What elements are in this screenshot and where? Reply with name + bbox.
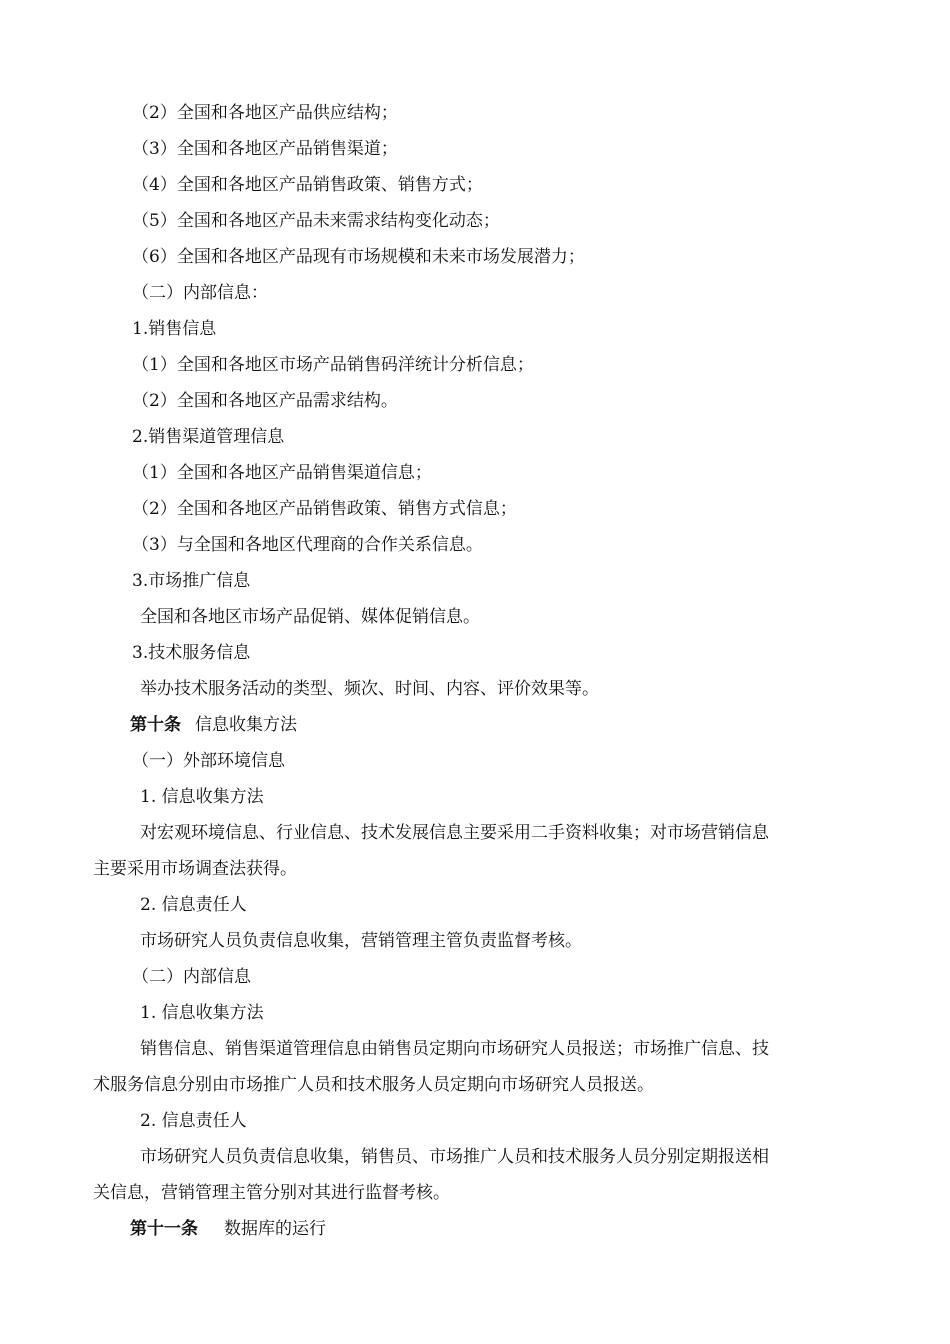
article-10-heading — [130, 713, 297, 737]
list-item: （1）全国和各地区产品销售渠道信息； — [132, 463, 432, 483]
subheading: 2. 信息责任人 — [140, 1111, 247, 1131]
subheading-promotion-info: 3.市场推广信息 — [132, 571, 251, 591]
list-item-5: （5）全国和各地区产品未来需求结构变化动态； — [132, 211, 500, 231]
subheading-sales-info: 1.销售信息 — [132, 319, 217, 339]
section-heading-external: （一）外部环境信息 — [132, 751, 285, 771]
section-heading-internal-2: （二）内部信息 — [132, 967, 251, 987]
list-item-2: （2）全国和各地区产品供应结构； — [132, 103, 398, 123]
paragraph: 对宏观环境信息、行业信息、技术发展信息主要采用二手资料收集；对市场营销信息 — [140, 823, 769, 843]
list-item: （2）全国和各地区产品销售政策、销售方式信息； — [132, 499, 517, 519]
article-11-title: 数据库的运行 — [224, 1219, 326, 1239]
list-item: （2）全国和各地区产品需求结构。 — [132, 391, 398, 411]
article-11-label: 第十一条 — [130, 1219, 198, 1239]
subheading-channel-info: 2.销售渠道管理信息 — [132, 427, 285, 447]
list-item-4: （4）全国和各地区产品销售政策、销售方式； — [132, 175, 483, 195]
list-item: （1）全国和各地区市场产品销售码洋统计分析信息； — [132, 355, 534, 375]
paragraph-continuation: 主要采用市场调查法获得。 — [93, 859, 297, 879]
list-item-6: （6）全国和各地区产品现有市场规模和未来市场发展潜力； — [132, 247, 585, 267]
article-10-label: 第十条 — [130, 715, 181, 735]
subheading: 2. 信息责任人 — [140, 895, 247, 915]
paragraph: 市场研究人员负责信息收集，营销管理主管负责监督考核。 — [140, 931, 582, 951]
subheading: 1. 信息收集方法 — [140, 1003, 264, 1023]
paragraph-continuation: 关信息，营销管理主管分别对其进行监督考核。 — [93, 1183, 450, 1203]
paragraph: 全国和各地区市场产品促销、媒体促销信息。 — [140, 607, 480, 627]
section-heading-internal: （二）内部信息： — [132, 283, 268, 303]
subheading: 1. 信息收集方法 — [140, 787, 264, 807]
list-item: （3）与全国和各地区代理商的合作关系信息。 — [132, 535, 483, 555]
article-10-title: 信息收集方法 — [195, 715, 297, 735]
paragraph-continuation: 术服务信息分别由市场推广人员和技术服务人员定期向市场研究人员报送。 — [93, 1075, 654, 1095]
article-11-heading — [130, 1217, 326, 1241]
paragraph: 举办技术服务活动的类型、频次、时间、内容、评价效果等。 — [140, 679, 599, 699]
list-item-3: （3）全国和各地区产品销售渠道； — [132, 139, 398, 159]
subheading-tech-service-info: 3.技术服务信息 — [132, 643, 251, 663]
paragraph: 销售信息、销售渠道管理信息由销售员定期向市场研究人员报送；市场推广信息、技 — [140, 1039, 769, 1059]
paragraph: 市场研究人员负责信息收集，销售员、市场推广人员和技术服务人员分别定期报送相 — [140, 1147, 769, 1167]
